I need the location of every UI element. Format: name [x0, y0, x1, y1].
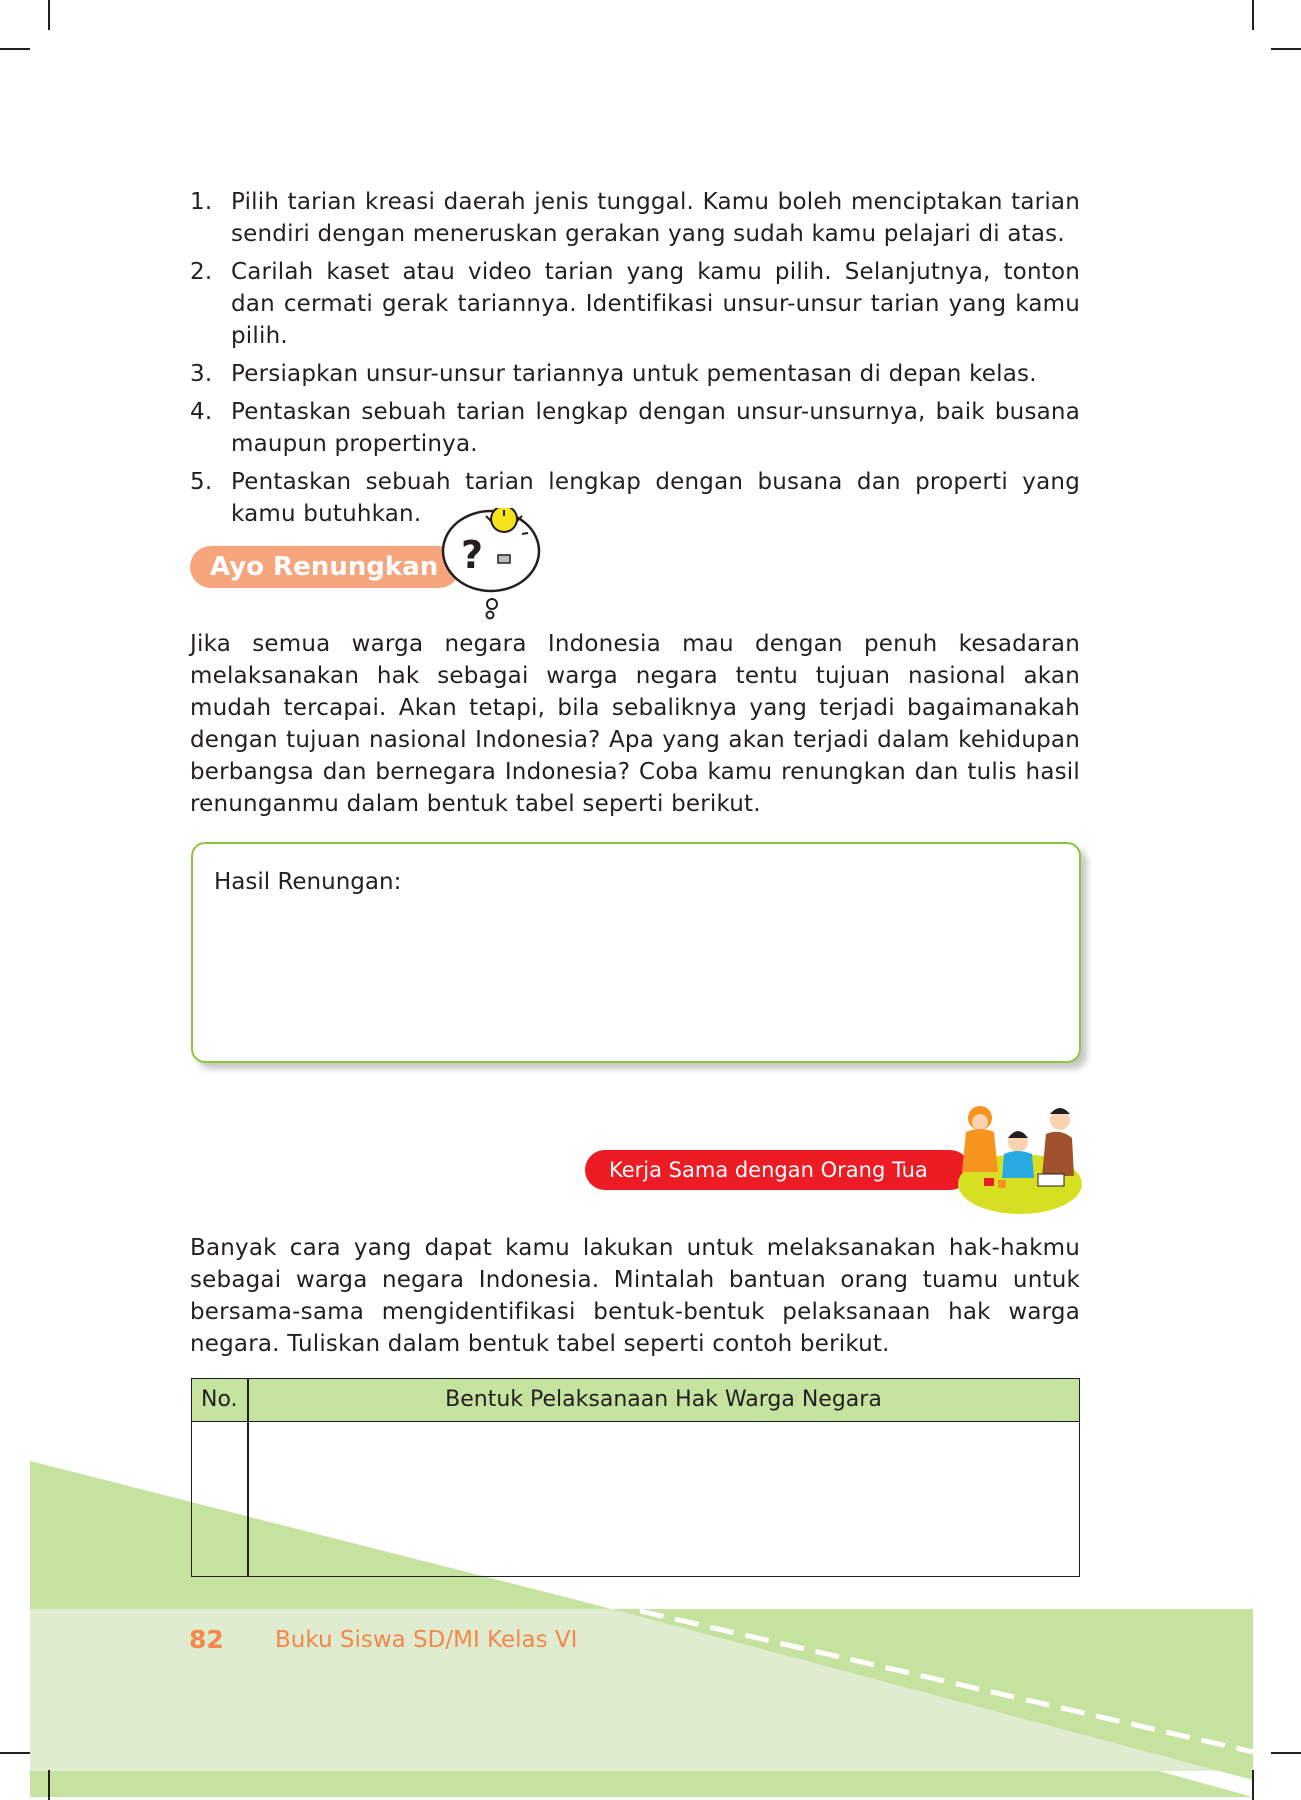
question-mark-icon: ? [460, 533, 484, 577]
crop-mark [1252, 0, 1254, 30]
list-item [190, 186, 1080, 250]
crop-mark [0, 48, 30, 50]
footer-book-title: Buku Siswa SD/MI Kelas VI [275, 1627, 578, 1653]
cooperation-title: Kerja Sama dengan Orang Tua [609, 1158, 928, 1182]
page-number: 82 [189, 1625, 224, 1654]
crop-mark [48, 0, 50, 30]
crop-mark [48, 1770, 50, 1800]
crop-mark [1252, 1770, 1254, 1800]
step-text: Pentaskan sebuah tarian lengkap dengan busana dan properti yang kamu butuhkan. [231, 469, 1080, 527]
list-item [190, 256, 1080, 352]
table-header-form: Bentuk Pelaksanaan Hak Warga Negara [445, 1387, 882, 1412]
step-text: Carilah kaset atau video tarian yang kamu pilih. Selanjutnya, tonton dan cermati gerak tariannya. Identifikasi unsur-unsur tarian yang kamu pilih. [231, 259, 1080, 349]
step-number: 2. [190, 259, 213, 285]
step-text: Pilih tarian kreasi daerah jenis tunggal. Kamu boleh menciptakan tarian sendiri dengan meneruskan gerakan yang sudah kamu pelajari di atas. [231, 189, 1080, 247]
list-item [190, 358, 1080, 390]
step-text: Pentaskan sebuah tarian lengkap dengan unsur-unsurnya, baik busana maupun propertinya. [231, 399, 1080, 457]
crop-mark [1271, 1752, 1301, 1754]
table-header-number: No. [201, 1387, 238, 1412]
cooperation-paragraph: Banyak cara yang dapat kamu lakukan untuk melaksanakan hak-hakmu sebagai warga negara Indonesia. Mintalah bantuan orang tuamu untuk bersama-sama mengidentifikasi bentuk-bentuk pelaksanaan hak warga negara. Tuliskan dalam bentuk tabel seperti contoh berikut. [190, 1235, 1080, 1357]
activity-steps-list [190, 186, 1080, 536]
step-number: 3. [190, 361, 213, 387]
list-item [190, 396, 1080, 460]
step-text: Persiapkan unsur-unsur tariannya untuk pementasan di depan kelas. [231, 361, 1037, 387]
reflection-answer-label: Hasil Renungan: [214, 869, 402, 895]
rights-table [191, 1378, 1080, 1577]
step-number: 1. [190, 189, 213, 215]
crop-mark [1271, 48, 1301, 50]
step-number: 4. [190, 399, 213, 425]
list-item [190, 466, 1080, 530]
reflection-paragraph: Jika semua warga negara Indonesia mau dengan penuh kesadaran melaksanakan hak sebagai warga negara tentu tujuan nasional akan mudah tercapai. Akan tetapi, bila sebaliknya yang terjadi bagaimanakah dengan tujuan nasional Indonesia? Apa yang akan terjadi dalam kehidupan berbangsa dan bernegara Indonesia? Coba kamu renungkan dan tulis hasil renunganmu dalam bentuk tabel seperti berikut. [190, 631, 1080, 817]
family-illustration-icon [942, 1098, 1082, 1214]
crop-mark [0, 1752, 30, 1754]
thought-bubble-icon [438, 508, 544, 620]
step-number: 5. [190, 469, 213, 495]
reflection-title: Ayo Renungkan [210, 552, 439, 582]
